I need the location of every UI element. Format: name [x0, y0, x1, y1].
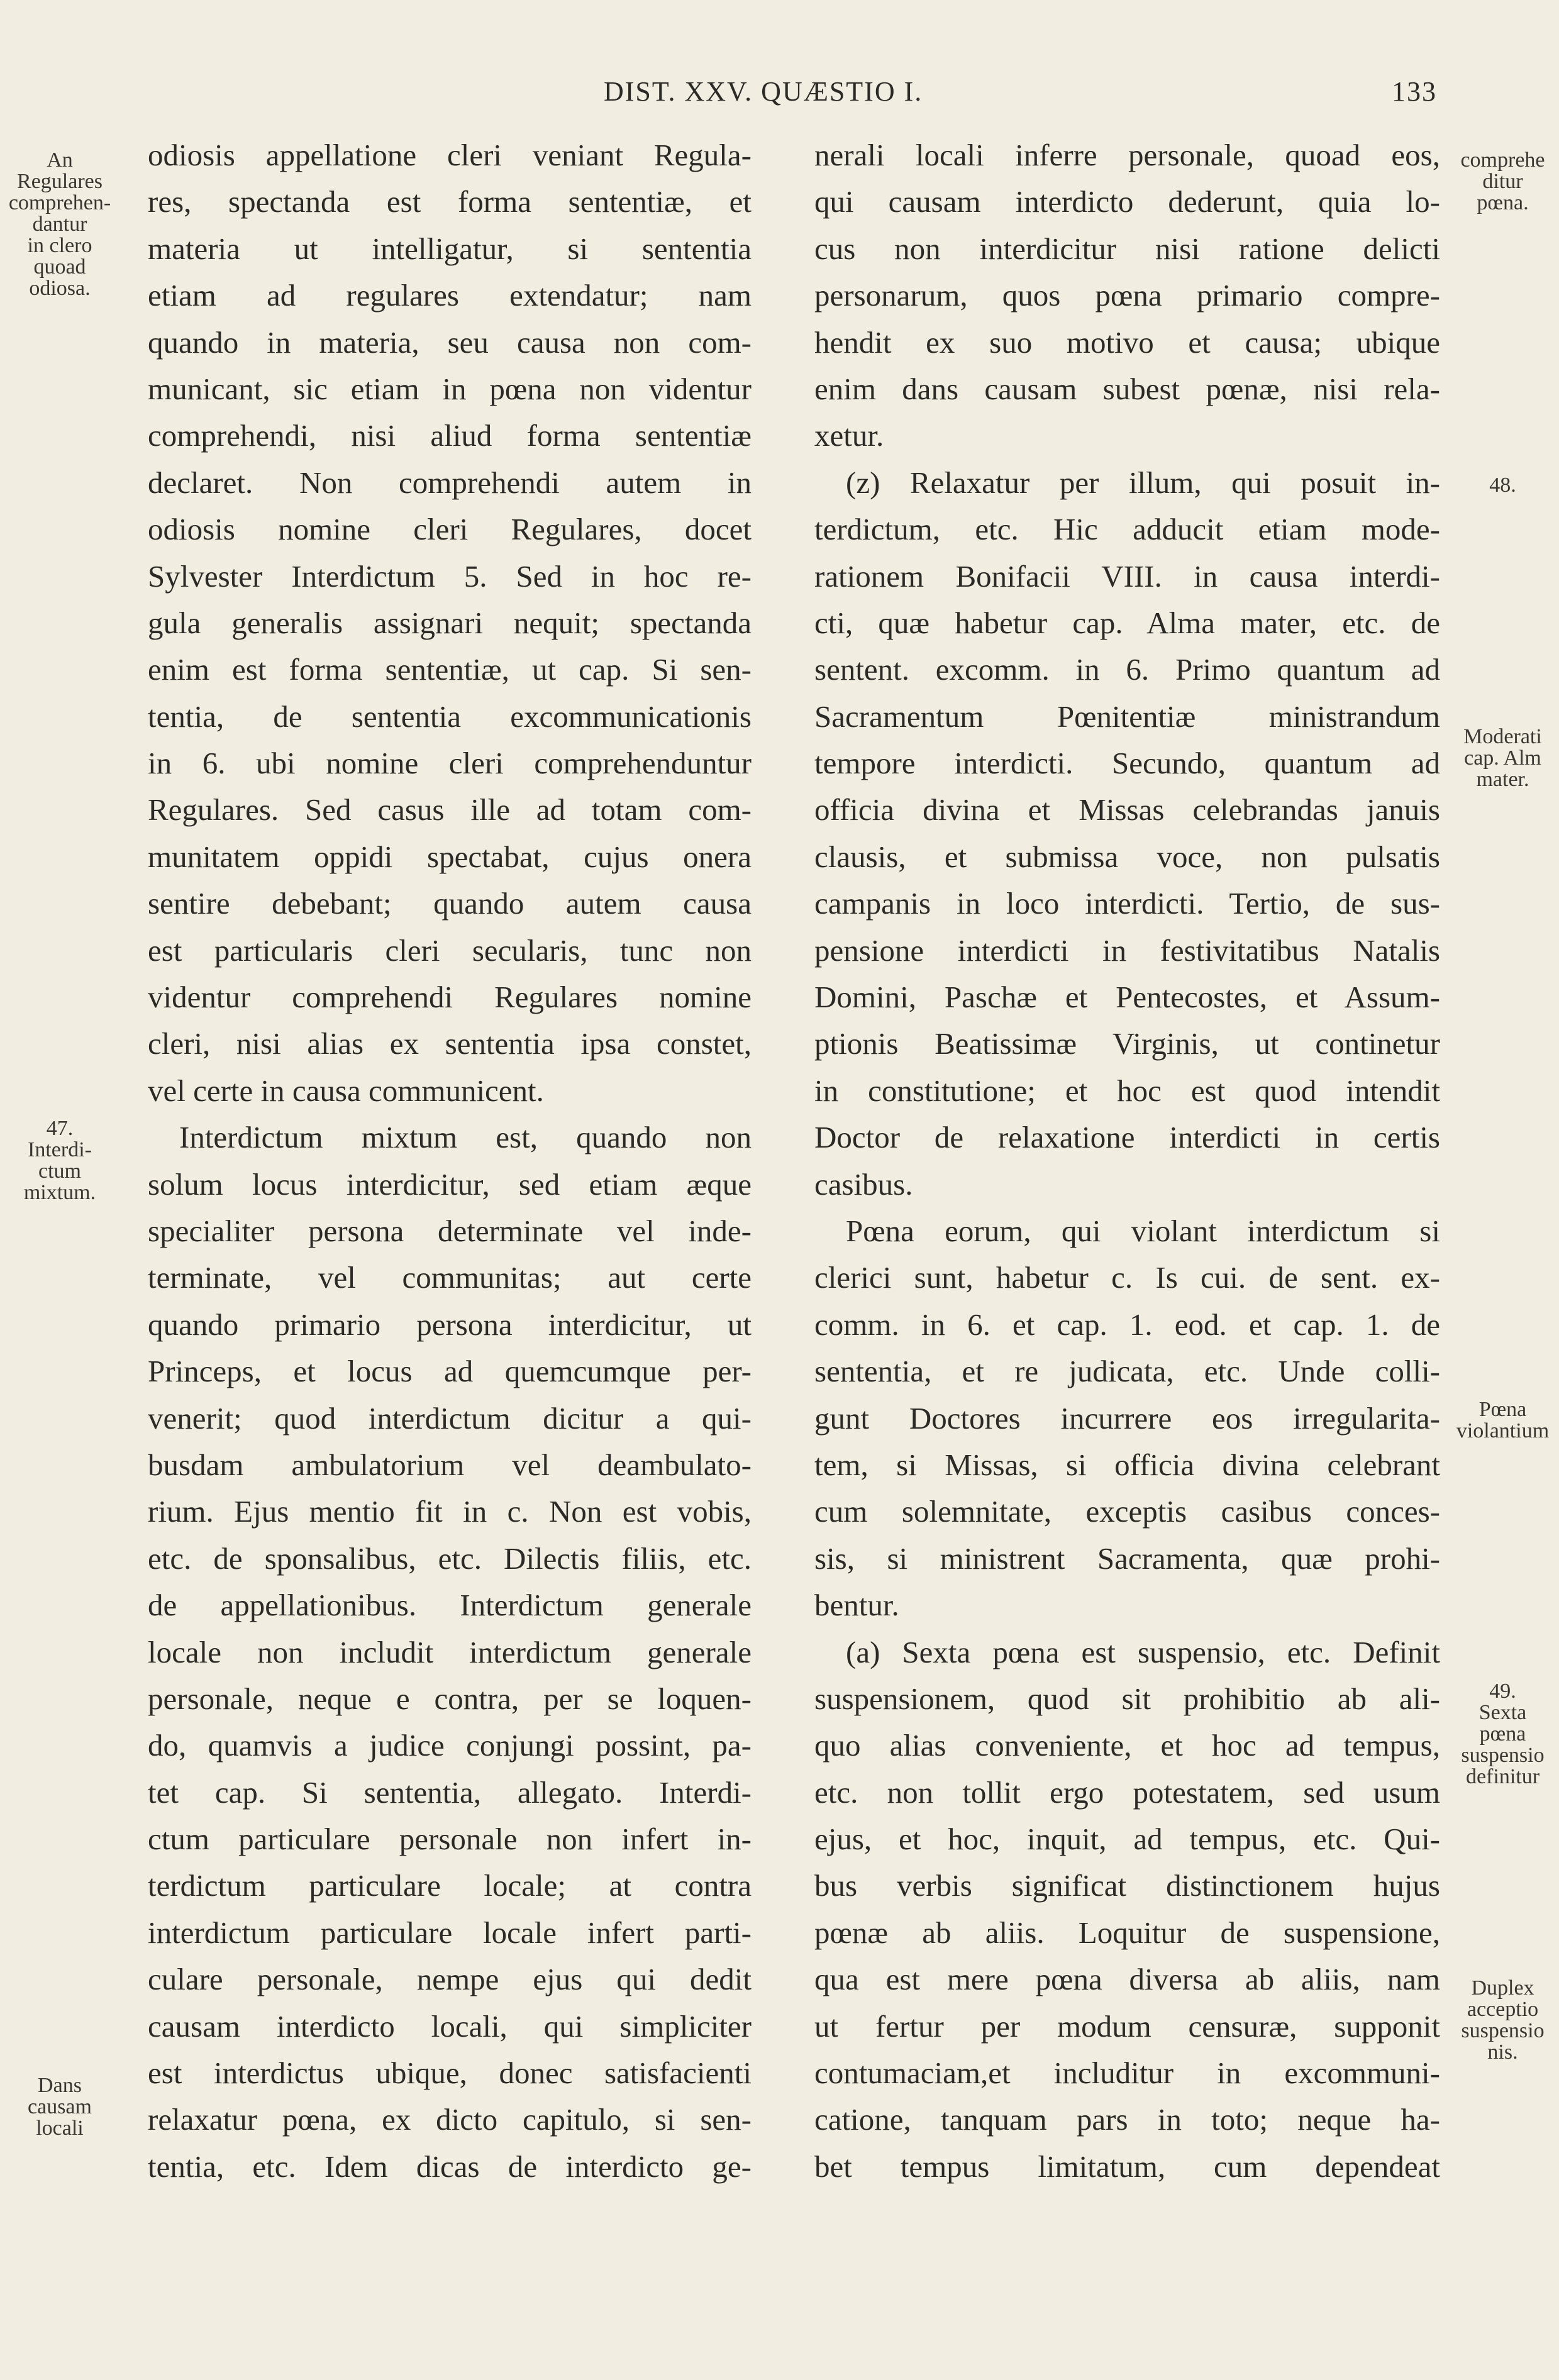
text-line: busdam ambulatorium vel deambulato- — [148, 1447, 752, 1482]
margin-note-line: in clero — [27, 234, 92, 257]
text-line: municant, sic etiam in pœna non videntur — [148, 371, 752, 406]
margin-note-line: cap. Alm — [1464, 746, 1541, 770]
text-line: ut fertur per modum censuræ, supponit — [814, 2008, 1440, 2044]
text-line: rationem Bonifacii VIII. in causa interdi- — [814, 558, 1440, 594]
text-line: locale non includit interdictum generale — [148, 1634, 752, 1669]
margin-note-line: dantur — [32, 213, 87, 236]
text-line: comprehendi, nisi aliud forma sententiæ — [148, 418, 752, 453]
text-line: rium. Ejus mentio fit in c. Non est vobis, — [148, 1494, 752, 1529]
text-line: (z) Relaxatur per illum, qui posuit in- — [846, 465, 1440, 500]
text-line: Regulares. Sed casus ille ad totam com- — [148, 792, 752, 827]
text-line: Sacramentum Pœnitentiæ ministrandum — [814, 699, 1440, 734]
text-line: cum solemnitate, exceptis casibus conces- — [814, 1494, 1440, 1529]
text-line: campanis in loco interdicti. Tertio, de sus- — [814, 886, 1440, 921]
text-line: pœnæ ab aliis. Loquitur de suspensione, — [814, 1915, 1440, 1950]
running-header — [604, 69, 1484, 113]
page-number: 133 — [1392, 76, 1437, 107]
margin-note-line: mixtum. — [23, 1181, 96, 1204]
text-line: enim est forma sententiæ, ut cap. Si sen- — [148, 652, 752, 687]
text-line: clerici sunt, habetur c. Is cui. de sent. ex- — [814, 1260, 1440, 1295]
text-line: quo alias conveniente, et hoc ad tempus, — [814, 1728, 1440, 1763]
margin-note-line: 48. — [1489, 473, 1516, 497]
text-line: materia ut intelligatur, si sententia — [148, 231, 752, 266]
margin-note-line: comprehe — [1460, 148, 1545, 172]
margin-note — [1446, 150, 1559, 214]
text-line: etiam ad regulares extendatur; nam — [148, 278, 752, 313]
margin-note-line: ctum — [38, 1160, 81, 1183]
text-line: officia divina et Missas celebrandas januis — [814, 792, 1440, 827]
text-line: Domini, Paschæ et Pentecostes, et Assum- — [814, 980, 1440, 1015]
margin-note-line: causam — [28, 2095, 92, 2118]
text-line: personale, neque e contra, per se loquen- — [148, 1681, 752, 1716]
text-line: ptionis Beatissimæ Virginis, ut continetur — [814, 1026, 1440, 1061]
text-line: comm. in 6. et cap. 1. eod. et cap. 1. de — [814, 1307, 1440, 1342]
text-line: bus verbis significat distinctionem hujus — [814, 1868, 1440, 1903]
margin-note-line: comprehen- — [8, 191, 111, 214]
margin-note-line: pœna. — [1477, 191, 1529, 214]
text-line: Pœna eorum, qui violant interdictum si — [846, 1213, 1440, 1248]
margin-note-line: ditur — [1482, 170, 1523, 193]
text-line: terdictum particulare locale; at contra — [148, 1868, 752, 1903]
margin-note-line: pœna — [1479, 1722, 1526, 1746]
text-line: personarum, quos pœna primario compre- — [814, 278, 1440, 313]
margin-note-line: odiosa. — [29, 277, 91, 300]
text-line: est interdictus ubique, donec satisfacienti — [148, 2056, 752, 2091]
text-line: sententia, et re judicata, etc. Unde colli- — [814, 1354, 1440, 1389]
text-line: tempore interdicti. Secundo, quantum ad — [814, 746, 1440, 781]
text-line: solum locus interdicitur, sed etiam æque — [148, 1166, 752, 1202]
text-line: cus non interdicitur nisi ratione delicti — [814, 231, 1440, 266]
margin-note — [1446, 1399, 1559, 1442]
text-line: ctum particulare personale non infert in- — [148, 1822, 752, 1857]
margin-note — [6, 1118, 113, 1204]
text-line: videntur comprehendi Regulares nomine — [148, 980, 752, 1015]
text-line: sis, si ministrent Sacramenta, quæ prohi- — [814, 1541, 1440, 1576]
text-line: cti, quæ habetur cap. Alma mater, etc. de — [814, 605, 1440, 640]
margin-note-line: 47. — [46, 1117, 74, 1140]
margin-note-line: quoad — [33, 255, 86, 279]
text-line: qua est mere pœna diversa ab aliis, nam — [814, 1962, 1440, 1997]
text-line: sentire debebant; quando autem causa — [148, 886, 752, 921]
text-line: enim dans causam subest pœnæ, nisi rela- — [814, 371, 1440, 406]
text-line: vel certe in causa communicent. — [148, 1073, 544, 1108]
text-line: specialiter persona determinate vel inde- — [148, 1213, 752, 1248]
text-line: catione, tanquam pars in toto; neque ha- — [814, 2102, 1440, 2137]
running-title: DIST. XXV. QUÆSTIO I. — [604, 76, 923, 107]
margin-note-line: Interdi- — [28, 1138, 92, 1161]
margin-note — [6, 150, 113, 299]
text-line: hendit ex suo motivo et causa; ubique — [814, 324, 1440, 360]
margin-note-line: Moderati — [1463, 725, 1542, 748]
text-line: res, spectanda est forma sententiæ, et — [148, 184, 752, 219]
margin-note-line: definitur — [1465, 1765, 1540, 1788]
text-line: contumaciam,et includitur in excommuni- — [814, 2056, 1440, 2091]
margin-note — [1446, 1681, 1559, 1788]
margin-note-line: mater. — [1476, 768, 1529, 791]
margin-note-line: Duplex — [1471, 1976, 1534, 2000]
margin-note-line: locali — [36, 2117, 84, 2140]
margin-note-line: suspensio — [1461, 2019, 1545, 2042]
text-line: (a) Sexta pœna est suspensio, etc. Definit — [846, 1634, 1440, 1669]
margin-note-line: suspensio — [1461, 1744, 1545, 1767]
text-line: declaret. Non comprehendi autem in — [148, 465, 752, 500]
text-line: bet tempus limitatum, cum dependeat — [814, 2149, 1440, 2184]
text-line: cleri, nisi alias ex sententia ipsa constet, — [148, 1026, 752, 1061]
text-line: quando primario persona interdicitur, ut — [148, 1307, 752, 1342]
margin-note — [1446, 475, 1559, 496]
text-line: casibus. — [814, 1166, 913, 1202]
text-line: venerit; quod interdictum dicitur a qui- — [148, 1400, 752, 1436]
text-line: causam interdicto locali, qui simpliciter — [148, 2008, 752, 2044]
text-line: do, quamvis a judice conjungi possint, pa- — [148, 1728, 752, 1763]
text-line: terdictum, etc. Hic adducit etiam mode- — [814, 512, 1440, 547]
text-line: gunt Doctores incurrere eos irregularita- — [814, 1400, 1440, 1436]
text-line: de appellationibus. Interdictum generale — [148, 1588, 752, 1623]
margin-note-line: Pœna — [1479, 1398, 1527, 1421]
text-line: culare personale, nempe ejus qui dedit — [148, 1962, 752, 1997]
text-line: etc. de sponsalibus, etc. Dilectis filiis, etc. — [148, 1541, 752, 1576]
text-line: sentent. excomm. in 6. Primo quantum ad — [814, 652, 1440, 687]
text-line: odiosis nomine cleri Regulares, docet — [148, 512, 752, 547]
margin-note-line: violantium — [1456, 1419, 1550, 1442]
text-line: gula generalis assignari nequit; spectanda — [148, 605, 752, 640]
margin-note-line: An — [47, 148, 73, 172]
text-line: relaxatur pœna, ex dicto capitulo, si sen- — [148, 2102, 752, 2137]
text-line: tentia, etc. Idem dicas de interdicto ge- — [148, 2149, 752, 2184]
text-line: in constitutione; et hoc est quod intendit — [814, 1073, 1440, 1108]
text-line: quando in materia, seu causa non com- — [148, 324, 752, 360]
margin-note-line: acceptio — [1467, 1998, 1539, 2021]
margin-note-line: Sexta — [1479, 1701, 1527, 1724]
text-line: nerali locali inferre personale, quoad eos, — [814, 138, 1440, 172]
margin-note-line: Dans — [38, 2074, 82, 2097]
text-line: etc. non tollit ergo potestatem, sed usum — [814, 1774, 1440, 1810]
text-line: interdictum particulare locale infert parti- — [148, 1915, 752, 1950]
text-line: Interdictum mixtum est, quando non — [179, 1120, 752, 1155]
margin-note-line: Regulares — [17, 170, 103, 193]
text-line: est particularis cleri secularis, tunc non — [148, 933, 752, 968]
text-line: in 6. ubi nomine cleri comprehenduntur — [148, 746, 752, 781]
text-line: Princeps, et locus ad quemcumque per- — [148, 1354, 752, 1389]
margin-note-line: 49. — [1489, 1680, 1516, 1703]
text-line: xetur. — [814, 418, 884, 453]
margin-note — [1446, 1978, 1559, 2063]
margin-note — [1446, 726, 1559, 790]
margin-note-line: nis. — [1487, 2040, 1518, 2064]
text-line: qui causam interdicto dederunt, quia lo- — [814, 184, 1440, 219]
right-text-column — [814, 132, 1440, 2190]
text-line: pensione interdicti in festivitatibus Natalis — [814, 933, 1440, 968]
text-line: tem, si Missas, si officia divina celebrant — [814, 1447, 1440, 1482]
margin-note — [6, 2075, 113, 2139]
text-line: terminate, vel communitas; aut certe — [148, 1260, 752, 1295]
text-line: odiosis appellatione cleri veniant Regula- — [148, 138, 752, 172]
text-line: bentur. — [814, 1588, 899, 1623]
text-line: tentia, de sententia excommunicationis — [148, 699, 752, 734]
text-line: suspensionem, quod sit prohibitio ab ali- — [814, 1681, 1440, 1716]
text-line: Doctor de relaxatione interdicti in certis — [814, 1120, 1440, 1155]
text-line: clausis, et submissa voce, non pulsatis — [814, 839, 1440, 874]
left-text-column — [148, 132, 752, 2190]
text-line: ejus, et hoc, inquit, ad tempus, etc. Qui- — [814, 1822, 1440, 1857]
text-line: Sylvester Interdictum 5. Sed in hoc re- — [148, 558, 752, 594]
text-line: munitatem oppidi spectabat, cujus onera — [148, 839, 752, 874]
text-line: tet cap. Si sententia, allegato. Interdi- — [148, 1774, 752, 1810]
